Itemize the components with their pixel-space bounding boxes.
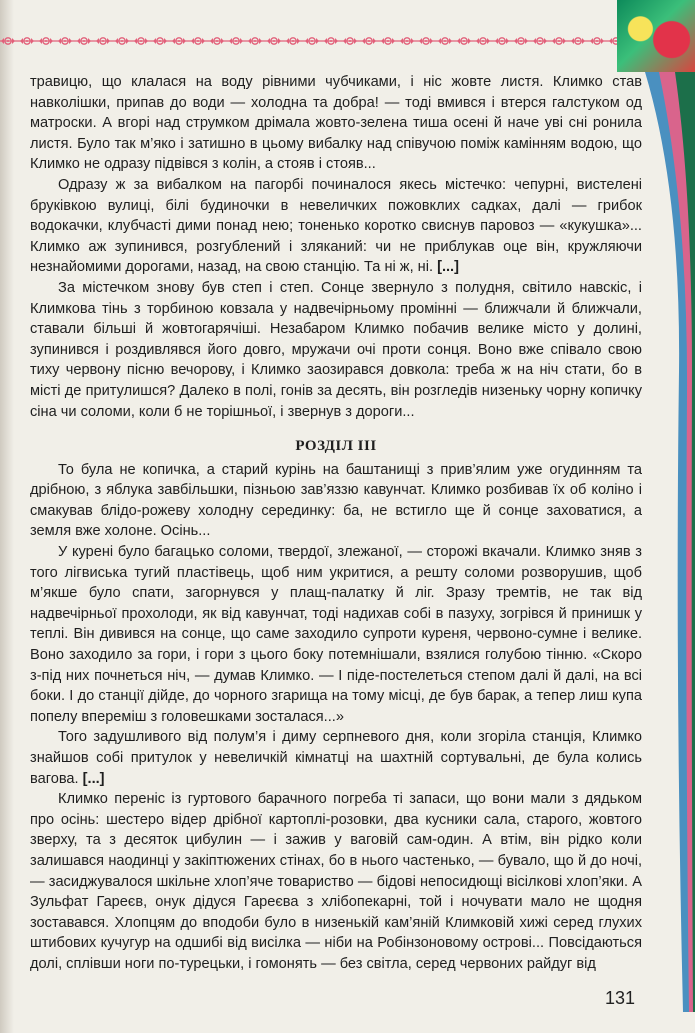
page-gutter-shadow [0,0,14,1033]
omission-marker: [...] [78,770,105,787]
paragraph-text: РОЗДІЛ III [295,438,377,455]
text-paragraph [30,542,642,727]
flower-illustration-icon [617,0,695,72]
main-text-body [30,72,642,975]
text-paragraph [30,789,642,974]
text-paragraph [30,460,642,542]
chapter-heading [30,436,642,457]
page-number: 131 [605,988,636,1008]
paragraph-text: Одразу ж за вибалком на пагорбі починалося якесь містечко: чепурні, вистелені бруківкою вулиці, білі будиночки в невеличких пожовклих садках, далі — грибок водокачки, клубчасті дими понад нею; тоненько коротко свиснув паровоз — «кукушка»... Климко аж зупинився, розгублений і зляканий: чи не приблукав оце він, кружляючи незнайомими дорогами, назад, на свою станцію. Та ні ж, ні. [30,176,642,276]
paragraph-text: У курені було багацько соломи, твердої, злежаної, — сторожі вкачали. Климко зняв з того лігвиська тугий пластівець, щоб ним укритися, а решту соломи розворушив, щоб м’якше було спати, загорнувся у плащ-палатку й ліг. Зразу тремтів, не так від надвечірньої прохолоди, як від кавунчат, тоді надихав собі в пазуху, зогрівся й принишк у теплі. Він дивився на сонце, що саме заходило супроти куреня, червоно-сумне і велике. Воно заходило за гори, і гори з цього боку потемнішали, взялися голубою тінню. «Скоро з-під них почнеться ніч, — думав Климко. — І піде-постелеться степом далі й далі, на всі боки. І до станції дійде, до чорного згарища на тому місці, де був барак, а тепер лиш купа попелу впереміш з головешками зосталася...» [30,544,642,725]
decorative-side-stripe [635,72,695,1012]
omission-marker: [...] [433,259,459,276]
text-paragraph [30,175,642,278]
paragraph-text: травицю, що клалася на воду рівними чубчиками, і ніс жовте листя. Климко став навколішки, припав до води — холодна та добра! — тоді вмився і втерся галстуком од матроски. А вгорі над струмком дрімала жовто-зелена тиша осені й наче уві сні ронила листя. Було так м’яко і затишно в цьому вибалку над співучою поміж камінням водою, що Климко не одразу підвівся з колін, а стояв і стояв... [30,74,642,173]
paragraph-text: За містечком знову був степ і степ. Сонце звернуло з полудня, світило навскіс, і Климкова тінь з торбиною ковзала у надвечірньому промінні — ближчали й ближчали, ставали більші й жовтогарячіші. Незабаром Климко побачив велике місто у долині, зупинився і роздивлявся його довго, мружачи очі проти сонця. Воно вже співало свою тиху червону пісню вечорову, і Климко заозирався довкола: треба ж на ніч стати, бо в місті де притулишся? Далеко в полі, гонів за десять, він розгледів низеньку чорну копичку сіна чи соломи, коли б не торішньої, і звернув з дороги... [30,279,642,420]
decorative-ornament-border [0,28,622,54]
text-paragraph [30,72,642,175]
text-paragraph [30,727,642,789]
paragraph-text: То була не копичка, а старий курінь на баштанищі з прив’ялим уже огудинням та дрібною, з яблука завбільшки, пізньою зав’яззю кавунчат. Климко розбивав їх об коліно і смакував блідо-рожеву холодну серединку: ба, не встигло ще й сонце заховатися, а земля вже холоне. Осінь... [30,461,642,540]
paragraph-text: Того задушливого від полум’я і диму серпневого дня, коли згоріла станція, Климко знайшов собі притулок у невеличкій кімнатці на шахтній сортувальні, де була колись вагова. [30,729,642,787]
ornament-pattern-icon [0,28,622,54]
paragraph-text: Климко переніс із гуртового барачного погреба ті запаси, що вони мали з дядьком про осінь: шестеро відер дрібної картоплі-розовки, два кусники сала, старого, жовтого зверху, та з десяток цибулин — і зажив у ваговій сам-один. А втім, він рідко коли залишався наодинці у закіптюжених стінах, бо в нього частенько, — бувало, що й до ночі, — засиджувалося шкільне хлоп’яче товариство — бідові непосидющі вісілкові хлоп’яки. А Зульфат Гареєв, онук дідуся Гареєва з хлібопекарні, той і ночувати мало не щодня зоставався. Хлопцям до вподоби було в низенькій кам’яній Климковій хижі серед глухих штибових кучугур на одшибі від висілка — ніби на Робінзоновому острові... Повсідаються долі, сплівши ноги по-турецьки, і гомонять — без світла, серед червоних райдуг від [30,791,642,972]
text-paragraph [30,278,642,422]
